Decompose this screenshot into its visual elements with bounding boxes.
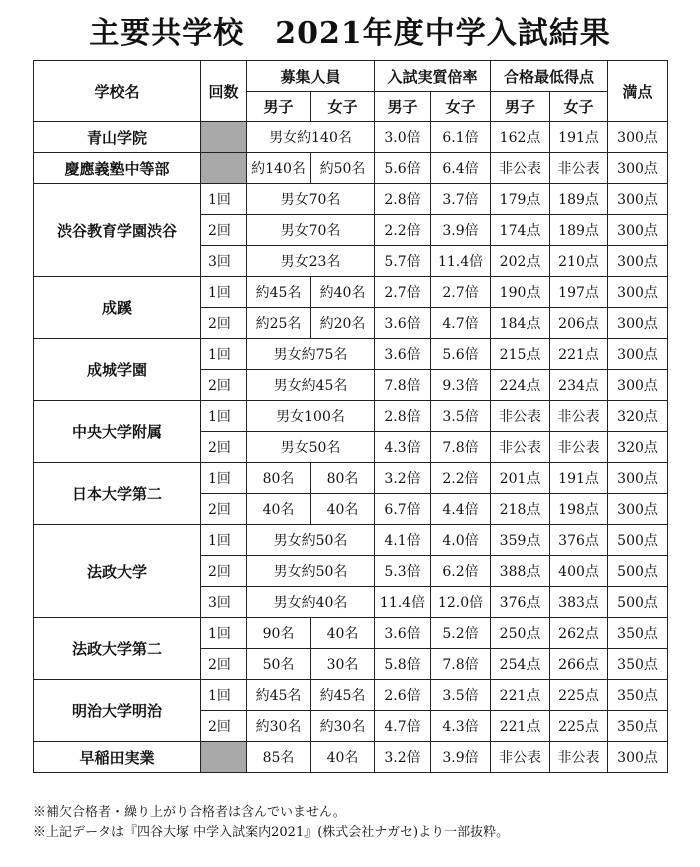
ratio-girls: 3.5倍 — [431, 680, 491, 711]
min-score-girls: 198点 — [550, 494, 608, 525]
full-score: 500点 — [608, 556, 668, 587]
header-ratio-boys: 男子 — [375, 92, 431, 122]
min-score-boys: 202点 — [491, 246, 550, 277]
header-min-girls: 女子 — [550, 92, 608, 122]
header-capacity-girls: 女子 — [311, 92, 375, 122]
round-cell: 1回 — [201, 401, 247, 432]
capacity-girls: 30名 — [311, 649, 375, 680]
capacity-combined: 男女約45名 — [247, 370, 375, 401]
min-score-girls: 210点 — [550, 246, 608, 277]
ratio-girls: 3.5倍 — [431, 401, 491, 432]
min-score-girls: 400点 — [550, 556, 608, 587]
round-cell: 1回 — [201, 339, 247, 370]
table-row — [34, 122, 668, 153]
capacity-boys: 約45名 — [247, 277, 311, 308]
min-score-boys: 215点 — [491, 339, 550, 370]
results-body — [34, 122, 668, 773]
capacity-boys: 50名 — [247, 649, 311, 680]
min-score-boys: 非公表 — [491, 742, 550, 773]
school-name: 青山学院 — [34, 122, 201, 153]
round-cell: 2回 — [201, 432, 247, 463]
min-score-girls: 191点 — [550, 122, 608, 153]
ratio-girls: 7.8倍 — [431, 432, 491, 463]
full-score: 350点 — [608, 649, 668, 680]
full-score: 300点 — [608, 339, 668, 370]
capacity-combined: 男女約140名 — [247, 122, 375, 153]
min-score-girls: 262点 — [550, 618, 608, 649]
header-school: 学校名 — [34, 61, 201, 122]
capacity-boys: 80名 — [247, 463, 311, 494]
ratio-girls: 6.1倍 — [431, 122, 491, 153]
min-score-boys: 376点 — [491, 587, 550, 618]
full-score: 500点 — [608, 525, 668, 556]
min-score-boys: 254点 — [491, 649, 550, 680]
footnotes — [33, 803, 509, 843]
full-score: 350点 — [608, 711, 668, 742]
table-row — [34, 525, 668, 556]
table-row — [34, 742, 668, 773]
round-cell: 3回 — [201, 587, 247, 618]
full-score: 300点 — [608, 215, 668, 246]
ratio-girls: 7.8倍 — [431, 649, 491, 680]
min-score-boys: 359点 — [491, 525, 550, 556]
school-name: 早稲田実業 — [34, 742, 201, 773]
min-score-girls: 189点 — [550, 184, 608, 215]
ratio-boys: 7.8倍 — [375, 370, 431, 401]
capacity-girls: 約30名 — [311, 711, 375, 742]
header-min-boys: 男子 — [491, 92, 550, 122]
round-cell: 1回 — [201, 463, 247, 494]
full-score: 300点 — [608, 742, 668, 773]
min-score-boys: 221点 — [491, 680, 550, 711]
full-score: 320点 — [608, 401, 668, 432]
ratio-girls: 2.2倍 — [431, 463, 491, 494]
ratio-boys: 3.6倍 — [375, 339, 431, 370]
school-name: 成蹊 — [34, 277, 201, 339]
capacity-combined: 男女100名 — [247, 401, 375, 432]
capacity-boys: 90名 — [247, 618, 311, 649]
table-row — [34, 618, 668, 649]
ratio-boys: 6.7倍 — [375, 494, 431, 525]
table-row — [34, 277, 668, 308]
min-score-girls: 383点 — [550, 587, 608, 618]
round-cell: 1回 — [201, 618, 247, 649]
full-score: 300点 — [608, 494, 668, 525]
round-cell-empty — [201, 153, 247, 184]
capacity-girls: 約20名 — [311, 308, 375, 339]
capacity-combined: 男女23名 — [247, 246, 375, 277]
ratio-boys: 4.3倍 — [375, 432, 431, 463]
full-score: 300点 — [608, 184, 668, 215]
min-score-boys: 184点 — [491, 308, 550, 339]
min-score-boys: 201点 — [491, 463, 550, 494]
school-name: 成城学園 — [34, 339, 201, 401]
ratio-girls: 4.0倍 — [431, 525, 491, 556]
capacity-girls: 40名 — [311, 742, 375, 773]
min-score-boys: 250点 — [491, 618, 550, 649]
min-score-girls: 266点 — [550, 649, 608, 680]
full-score: 300点 — [608, 308, 668, 339]
capacity-girls: 40名 — [311, 494, 375, 525]
ratio-girls: 3.9倍 — [431, 742, 491, 773]
ratio-boys: 3.6倍 — [375, 618, 431, 649]
full-score: 350点 — [608, 680, 668, 711]
min-score-girls: 225点 — [550, 711, 608, 742]
full-score: 350点 — [608, 618, 668, 649]
ratio-boys: 3.0倍 — [375, 122, 431, 153]
ratio-girls: 4.3倍 — [431, 711, 491, 742]
ratio-girls: 4.7倍 — [431, 308, 491, 339]
school-name: 日本大学第二 — [34, 463, 201, 525]
table-row — [34, 339, 668, 370]
min-score-girls: 非公表 — [550, 432, 608, 463]
capacity-combined: 男女約50名 — [247, 525, 375, 556]
capacity-combined: 男女約75名 — [247, 339, 375, 370]
ratio-girls: 6.4倍 — [431, 153, 491, 184]
full-score: 300点 — [608, 246, 668, 277]
header-ratio: 入試実質倍率 — [375, 61, 491, 92]
min-score-boys: 174点 — [491, 215, 550, 246]
table-row — [34, 401, 668, 432]
round-cell: 1回 — [201, 680, 247, 711]
round-cell: 1回 — [201, 277, 247, 308]
ratio-boys: 2.7倍 — [375, 277, 431, 308]
min-score-boys: 224点 — [491, 370, 550, 401]
capacity-combined: 男女70名 — [247, 215, 375, 246]
round-cell: 2回 — [201, 494, 247, 525]
min-score-girls: 197点 — [550, 277, 608, 308]
full-score: 300点 — [608, 122, 668, 153]
capacity-boys: 40名 — [247, 494, 311, 525]
ratio-boys: 2.2倍 — [375, 215, 431, 246]
min-score-girls: 191点 — [550, 463, 608, 494]
results-table — [33, 60, 668, 773]
table-row — [34, 153, 668, 184]
school-name: 法政大学 — [34, 525, 201, 618]
ratio-girls: 3.7倍 — [431, 184, 491, 215]
table-row — [34, 184, 668, 215]
ratio-boys: 5.6倍 — [375, 153, 431, 184]
round-cell: 2回 — [201, 556, 247, 587]
school-name: 明治大学明治 — [34, 680, 201, 742]
min-score-girls: 206点 — [550, 308, 608, 339]
header-round: 回数 — [201, 61, 247, 122]
ratio-boys: 2.8倍 — [375, 184, 431, 215]
ratio-girls: 5.6倍 — [431, 339, 491, 370]
ratio-girls: 6.2倍 — [431, 556, 491, 587]
page-title: 主要共学校 2021年度中学入試結果 — [89, 16, 611, 51]
capacity-combined: 男女約40名 — [247, 587, 375, 618]
min-score-girls: 225点 — [550, 680, 608, 711]
ratio-boys: 2.6倍 — [375, 680, 431, 711]
header-capacity-boys: 男子 — [247, 92, 311, 122]
capacity-combined: 男女50名 — [247, 432, 375, 463]
round-cell: 1回 — [201, 184, 247, 215]
ratio-boys: 5.7倍 — [375, 246, 431, 277]
capacity-combined: 男女約50名 — [247, 556, 375, 587]
ratio-boys: 2.8倍 — [375, 401, 431, 432]
min-score-boys: 221点 — [491, 711, 550, 742]
ratio-boys: 4.1倍 — [375, 525, 431, 556]
school-name: 法政大学第二 — [34, 618, 201, 680]
full-score: 300点 — [608, 463, 668, 494]
capacity-boys: 85名 — [247, 742, 311, 773]
ratio-boys: 11.4倍 — [375, 587, 431, 618]
header-ratio-girls: 女子 — [431, 92, 491, 122]
round-cell-empty — [201, 122, 247, 153]
ratio-boys: 3.2倍 — [375, 742, 431, 773]
ratio-girls: 5.2倍 — [431, 618, 491, 649]
header-full-score: 満点 — [608, 61, 668, 122]
capacity-girls: 約40名 — [311, 277, 375, 308]
school-name: 慶應義塾中等部 — [34, 153, 201, 184]
capacity-boys: 約30名 — [247, 711, 311, 742]
round-cell: 2回 — [201, 649, 247, 680]
ratio-girls: 3.9倍 — [431, 215, 491, 246]
full-score: 300点 — [608, 370, 668, 401]
min-score-boys: 388点 — [491, 556, 550, 587]
min-score-boys: 179点 — [491, 184, 550, 215]
round-cell: 3回 — [201, 246, 247, 277]
min-score-boys: 218点 — [491, 494, 550, 525]
header-min-score: 合格最低得点 — [491, 61, 608, 92]
capacity-combined: 男女70名 — [247, 184, 375, 215]
ratio-boys: 3.2倍 — [375, 463, 431, 494]
capacity-girls: 約50名 — [311, 153, 375, 184]
ratio-girls: 2.7倍 — [431, 277, 491, 308]
ratio-boys: 3.6倍 — [375, 308, 431, 339]
capacity-boys: 約45名 — [247, 680, 311, 711]
min-score-boys: 162点 — [491, 122, 550, 153]
ratio-girls: 9.3倍 — [431, 370, 491, 401]
round-cell-empty — [201, 742, 247, 773]
full-score: 500点 — [608, 587, 668, 618]
ratio-girls: 11.4倍 — [431, 246, 491, 277]
min-score-girls: 221点 — [550, 339, 608, 370]
round-cell: 1回 — [201, 525, 247, 556]
school-name: 渋谷教育学園渋谷 — [34, 184, 201, 277]
full-score: 300点 — [608, 277, 668, 308]
school-name: 中央大学附属 — [34, 401, 201, 463]
min-score-boys: 非公表 — [491, 153, 550, 184]
capacity-boys: 約140名 — [247, 153, 311, 184]
footnote: ※上記データは『四谷大塚 中学入試案内2021』(株式会社ナガセ)より一部抜粋。 — [33, 825, 510, 840]
capacity-girls: 約45名 — [311, 680, 375, 711]
round-cell: 2回 — [201, 711, 247, 742]
ratio-boys: 4.7倍 — [375, 711, 431, 742]
min-score-boys: 非公表 — [491, 401, 550, 432]
ratio-girls: 4.4倍 — [431, 494, 491, 525]
min-score-girls: 376点 — [550, 525, 608, 556]
capacity-boys: 約25名 — [247, 308, 311, 339]
capacity-girls: 80名 — [311, 463, 375, 494]
min-score-girls: 189点 — [550, 215, 608, 246]
full-score: 320点 — [608, 432, 668, 463]
min-score-girls: 非公表 — [550, 401, 608, 432]
round-cell: 2回 — [201, 308, 247, 339]
round-cell: 2回 — [201, 370, 247, 401]
footnote: ※補欠合格者・繰り上がり合格者は含んでいません。 — [33, 805, 346, 820]
ratio-boys: 5.8倍 — [375, 649, 431, 680]
full-score: 300点 — [608, 153, 668, 184]
min-score-girls: 非公表 — [550, 153, 608, 184]
min-score-girls: 非公表 — [550, 742, 608, 773]
capacity-girls: 40名 — [311, 618, 375, 649]
ratio-girls: 12.0倍 — [431, 587, 491, 618]
min-score-boys: 190点 — [491, 277, 550, 308]
header-capacity: 募集人員 — [247, 61, 375, 92]
table-row — [34, 463, 668, 494]
min-score-girls: 234点 — [550, 370, 608, 401]
min-score-boys: 非公表 — [491, 432, 550, 463]
round-cell: 2回 — [201, 215, 247, 246]
ratio-boys: 5.3倍 — [375, 556, 431, 587]
table-row — [34, 680, 668, 711]
